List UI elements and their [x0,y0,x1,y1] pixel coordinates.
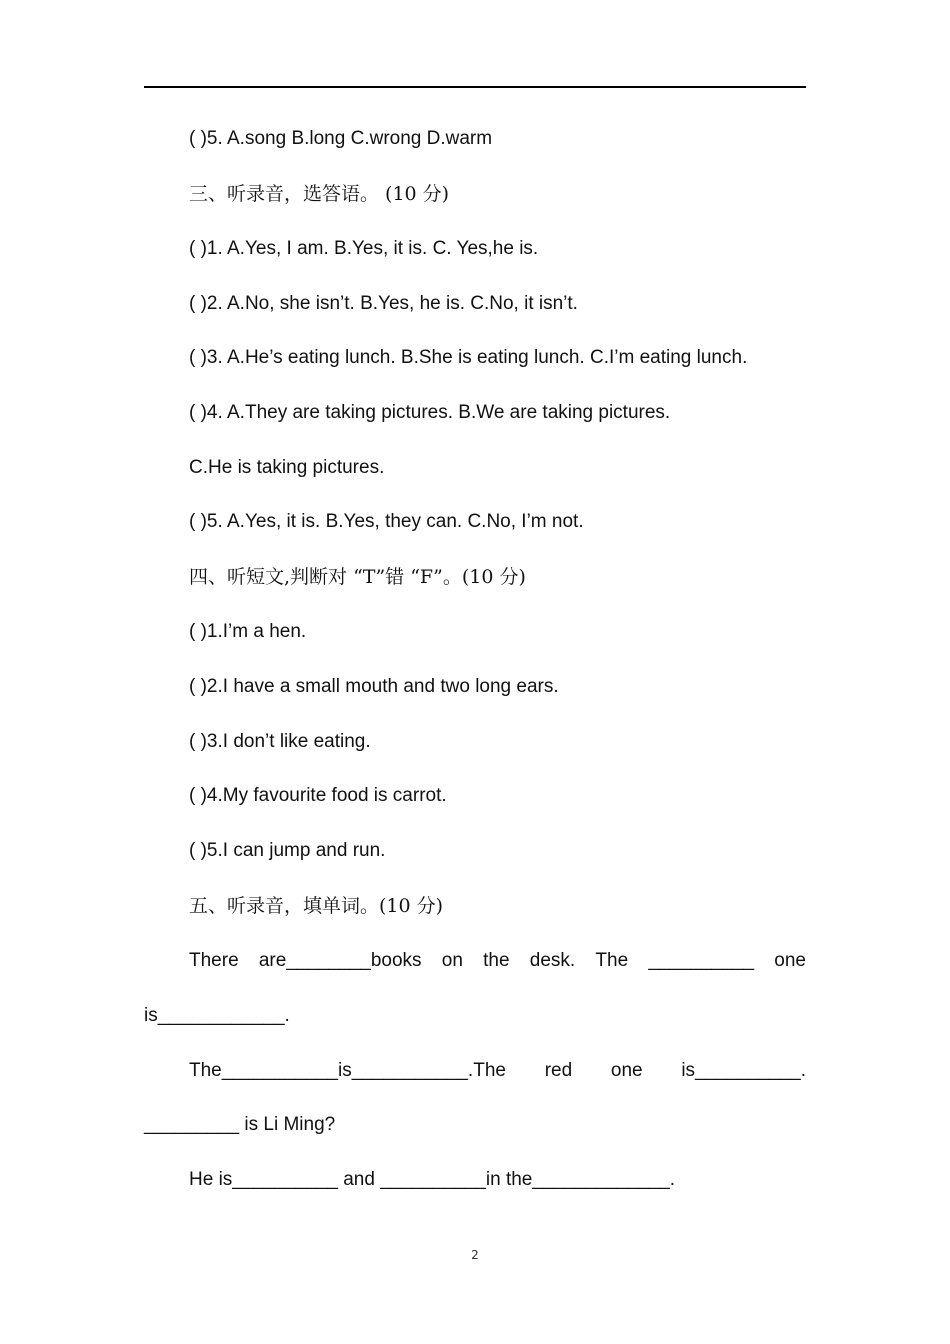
fill-line-1 [189,949,806,973]
fill-word: on [441,950,463,971]
question-4-4: ( )4.My favourite food is carrot. [189,785,447,806]
fill-line-3 [189,1059,806,1083]
question-4-2: ( )2.I have a small mouth and two long ears. [189,676,559,697]
fill-line-4: _________ is Li Ming? [144,1114,336,1135]
fill-word: is__________. [681,1060,806,1081]
section-4-title: 四、听短文,判断对 “T”错 “F”。(10 分) [189,566,526,588]
fill-line-2: is____________. [144,1005,290,1026]
question-3-4-option-c: C.He is taking pictures. [189,457,385,478]
question-3-3: ( )3. A.He’s eating lunch. B.She is eating lunch. C.I’m eating lunch. [189,347,748,368]
page-number: 2 [471,1248,479,1262]
fill-line-5: He is__________ and __________in the_____________. [189,1169,676,1190]
fill-word: are________books [258,950,422,971]
fill-word: one [774,950,806,971]
question-4-1: ( )1.I’m a hen. [189,621,307,642]
question-4-5: ( )5.I can jump and run. [189,840,386,861]
fill-word: The [595,950,629,971]
question-3-1: ( )1. A.Yes, I am. B.Yes, it is. C. Yes,he is. [189,238,539,259]
fill-word: red [544,1060,573,1081]
fill-word: one [610,1060,643,1081]
question-3-5: ( )5. A.Yes, it is. B.Yes, they can. C.No, I’m not. [189,511,584,532]
fill-word: There [189,950,239,971]
fill-word: desk. [529,950,576,971]
section-5-title: 五、听录音，填单词。(10 分) [189,895,444,917]
question-2-5: ( )5. A.song B.long C.wrong D.warm [189,128,493,149]
question-3-2: ( )2. A.No, she isn’t. B.Yes, he is. C.No, it isn’t. [189,293,578,314]
header-rule [144,86,806,88]
fill-word: The___________is___________.The [189,1060,506,1081]
fill-word: the [483,950,510,971]
fill-word: __________ [648,950,755,971]
question-3-4: ( )4. A.They are taking pictures. B.We are taking pictures. [189,402,671,423]
question-4-3: ( )3.I don’t like eating. [189,731,371,752]
section-3-title: 三、听录音，选答语。 (10 分) [189,183,450,205]
